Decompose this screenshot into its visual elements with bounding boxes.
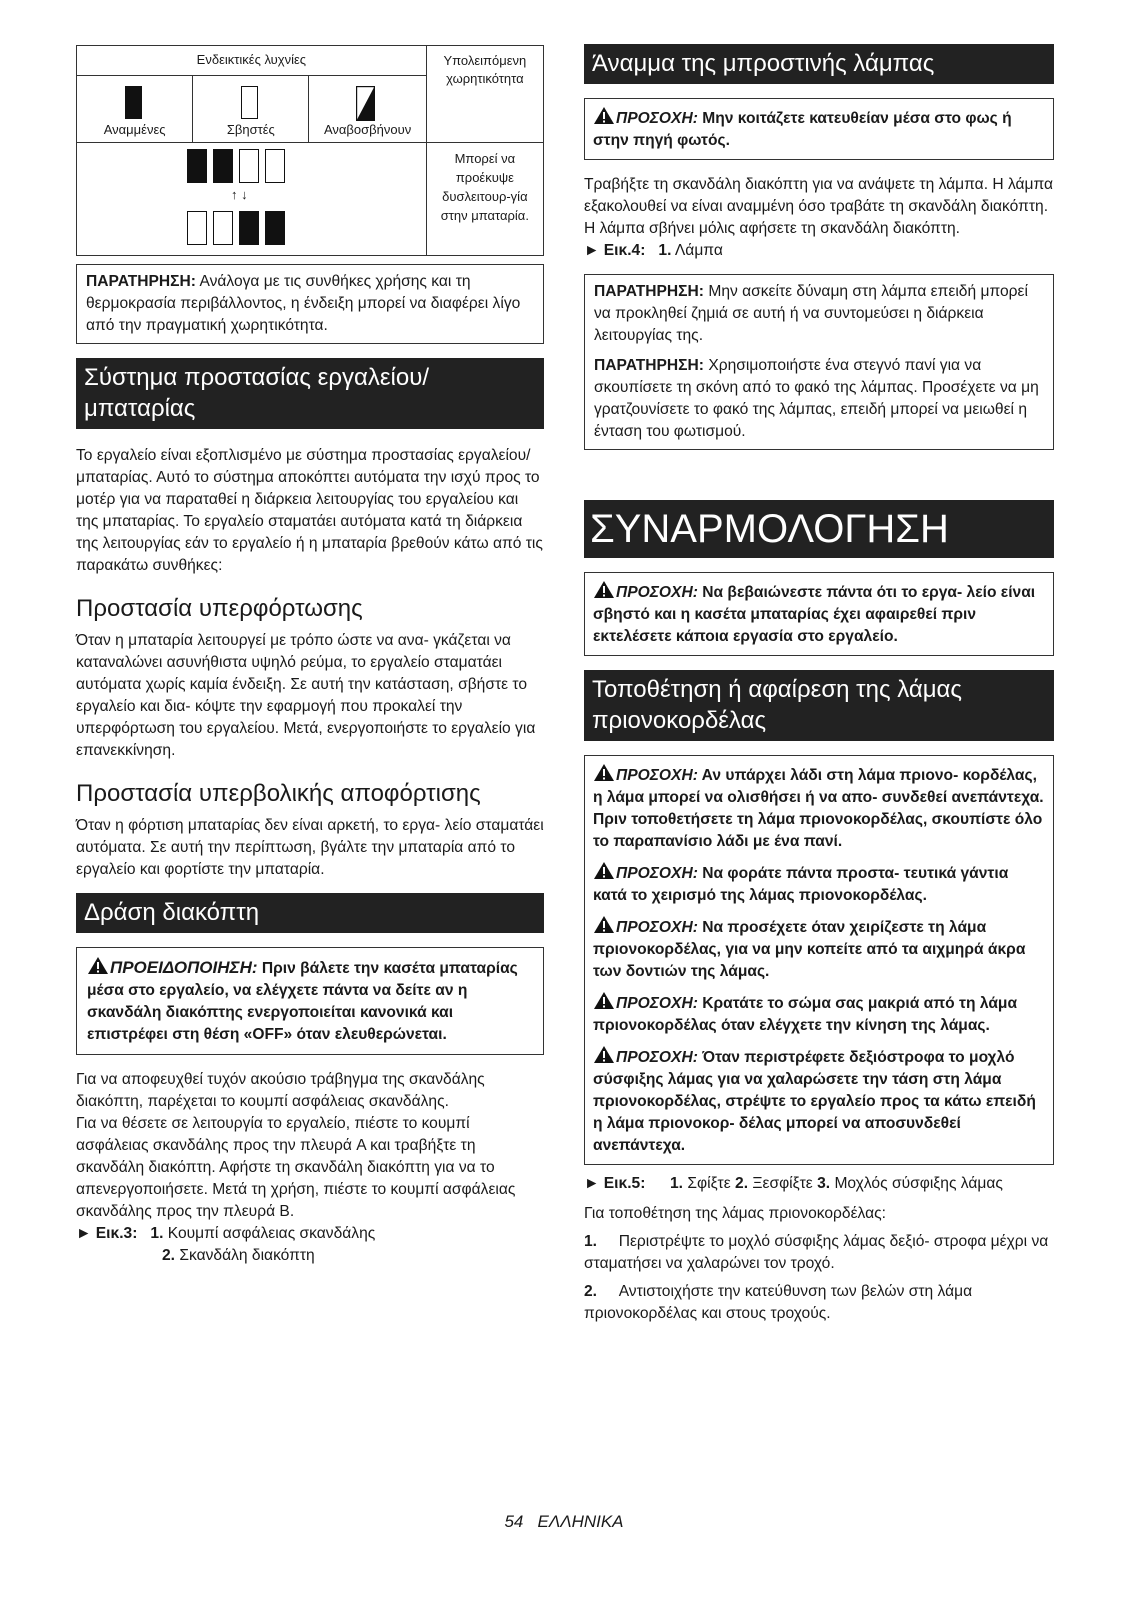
caution-label: ΠΡΟΣΟΧΗ: (616, 995, 698, 1012)
switch-body-2: Για να θέσετε σε λειτουργία το εργαλείο, πιέστε το κουμπί ασφάλειας σκανδάλης προς την πλευρά A και τραβήξτε τη σκανδάλη διακόπτη. Αφήστε τη σκανδάλη διακόπτη για να το απενεργοποιήσετε. Μετά τη χρήση, πιέστε το κουμπί ασφάλειας σκανδάλης προς την πλευρά B. (76, 1115, 516, 1220)
fig5-reference (584, 1173, 1054, 1195)
fig5-items (670, 1173, 1003, 1195)
left-column (76, 0, 544, 1267)
lit-indicator-icon (125, 86, 142, 119)
fig5-label: ► Εικ.5: (584, 1175, 646, 1192)
page-footer (0, 1512, 1128, 1532)
legend-lit (77, 76, 193, 143)
fig4-item1-number: 1. (658, 242, 672, 259)
fig5-item1-text: Σφίξτε (683, 1175, 731, 1192)
blade-caution-3-text: Να προσέχετε όταν χειρίζεστε τη λάμα πριονοκορδέλας, για να μην κοπείτε από τα αιχμηρά άκρα των δοντιών της λάμας. (593, 919, 1026, 980)
protection-body: Το εργαλείο είναι εξοπλισμένο με σύστημα προστασίας εργαλείου/μπαταρίας. Αυτό το σύστημα αποκόπτει αυτόματα την ισχύ προς το μοτέρ για να παραταθεί η διάρκεια λειτουργίας του εργαλείου και της μπαταρίας. Το εργαλείο σταματάει αυτόματα κατά τη διάρκεια της λειτουργίας εάν το εργαλείο ή η μπαταρία βρεθούν κάτω από τις παρακάτω συνθήκες: (76, 447, 543, 574)
alternating-arrows: ↑ ↓ (231, 187, 248, 202)
caution-label: ΠΡΟΣΟΧΗ: (616, 110, 698, 127)
lamp-caution-box (584, 98, 1054, 160)
warning-triangle-icon (593, 106, 615, 125)
fig5-item1-number: 1. (670, 1175, 684, 1192)
indicator-off-icon (239, 149, 259, 183)
lamp-note-1 (594, 281, 1044, 347)
blinking-indicator-icon (356, 86, 375, 121)
lamp-note-2 (594, 355, 1044, 443)
caution-label: ΠΡΟΣΟΧΗ: (616, 865, 698, 882)
indicator-lit-icon (213, 149, 233, 183)
page-number: 54 (504, 1512, 524, 1531)
lamp-body: Τραβήξτε τη σκανδάλη διακόπτη για να ανάψετε τη λάμπα. Η λάμπα εξακολουθεί να είναι αναμμένη όσο τραβάτε τη σκανδάλη διακόπτη. Η λάμπα σβήνει μόλις αφήσετε τη σκανδάλη διακόπτη. (584, 176, 1054, 237)
fig5-item3-number: 3. (817, 1175, 831, 1192)
blade-caution-5 (593, 1045, 1045, 1157)
warning-triangle-icon (593, 991, 615, 1010)
indicator-off-icon (265, 149, 285, 183)
fig3-reference (76, 1223, 544, 1245)
fig3-item1-text: Κουμπί ασφάλειας σκανδάλης (163, 1225, 376, 1242)
state-row-2 (184, 211, 288, 248)
overload-body: Όταν η μπαταρία λειτουργεί με τρόπο ώστε να ανα- γκάζεται να καταναλώνει ασυνήθιστα υψηλό ρεύμα, το εργαλείο σταματάει αυτόματα χωρίς καμία ένδειξη. Σε αυτή την κατάσταση, σβήστε το εργαλείο και δια- κόψτε την εφαρμογή που προκαλεί την υπερφόρτωση του εργαλείου. Μετά, ενεργοποιήστε το εργαλείο για επανεκκίνηση. (76, 632, 536, 759)
legend-off-label: Σβηστές (226, 122, 275, 137)
lamp-caution-text: Μην κοιτάζετε κατευθείαν μέσα στο φως ή στην πηγή φωτός. (593, 110, 1012, 149)
off-indicator-icon (241, 86, 258, 119)
warning-text: Πριν βάλετε την κασέτα μπαταρίας μέσα στο εργαλείο, να ελέγχετε πάντα να δείτε αν η σκανδάλη διακόπτης ενεργοποιείται κανονικά και επιστρέφει στη θέση «OFF» όταν ελευθερώνεται. (87, 960, 518, 1043)
step-1-number: 1. (584, 1233, 598, 1250)
blade-caution-1 (593, 763, 1045, 853)
legend-blinking-label: Αναβοσβήνουν (323, 122, 412, 137)
assembly-caution-text: Να βεβαιώνεστε πάντα ότι το εργα- λείο είναι σβηστό και η κασέτα μπαταρίας έχει αφαιρεθεί πριν εκτελέσετε κάποια εργασία στο εργαλείο. (593, 584, 1036, 645)
indicator-states (77, 143, 427, 256)
indicator-lit-icon (187, 149, 207, 183)
table-header-capacity: Υπολειπόμενη χωρητικότητα (426, 46, 543, 143)
indicator-table (76, 45, 544, 256)
install-intro: Για τοποθέτηση της λάμας πριονοκορδέλας: (584, 1205, 886, 1222)
fig3-label: ► Εικ.3: (76, 1225, 138, 1242)
note-label: ΠΑΡΑΤΗΡΗΣΗ: (86, 273, 196, 290)
fig5-item2-number: 2. (735, 1175, 749, 1192)
capacity-text: Μπορεί να προέκυψε δυσλειτουρ-γία στην μπαταρία. (426, 143, 543, 256)
note-label: ΠΑΡΑΤΗΡΗΣΗ: (594, 357, 704, 374)
legend-off (193, 76, 309, 143)
warning-triangle-icon (593, 915, 615, 934)
fig4-label: ► Εικ.4: (584, 242, 646, 259)
blade-caution-4-text: Κρατάτε το σώμα σας μακριά από τη λάμα πριονοκορδέλας όταν ελέγχετε την κίνηση της λάμας. (593, 995, 1018, 1034)
assembly-title: ΣΥΝΑΡΜΟΛΟΓΗΣΗ (584, 500, 1054, 558)
indicator-off-icon (187, 211, 207, 245)
indicator-lit-icon (239, 211, 259, 245)
warning-triangle-icon (87, 956, 109, 975)
indicator-off-icon (213, 211, 233, 245)
install-step-2 (584, 1281, 1054, 1325)
warning-box (76, 947, 544, 1055)
switch-body-1: Για να αποφευχθεί τυχόν ακούσιο τράβηγμα της σκανδάλης διακόπτη, παρέχεται το κουμπί ασφάλειας σκανδάλης. (76, 1071, 485, 1110)
lamp-note-2-text: Χρησιμοποιήστε ένα στεγνό πανί για να σκουπίσετε τη σκόνη από το φακό της λάμπας. Προσέχετε να μη γρατζουνίσετε το φακό της λάμπας, επειδή μπορεί να μειωθεί η ένταση του φωτισμού. (594, 357, 1039, 440)
warning-triangle-icon (593, 861, 615, 880)
indicator-lit-icon (265, 211, 285, 245)
section-title-switch: Δράση διακόπτη (76, 893, 544, 933)
caution-label: ΠΡΟΣΟΧΗ: (616, 919, 698, 936)
blade-cautions-box (584, 755, 1054, 1165)
section-title-lamp: Άναμμα της μπροστινής λάμπας (584, 44, 1054, 84)
right-column (584, 0, 1054, 1325)
fig3-item2-number: 2. (162, 1247, 176, 1264)
legend-blinking (309, 76, 426, 143)
step-2-number: 2. (584, 1283, 598, 1300)
lamp-note-1-text: Μην ασκείτε δύναμη στη λάμπα επειδή μπορεί να προκληθεί ζημιά σε αυτή ή να συντομεύσει η διάρκεια λειτουργίας της. (594, 283, 1028, 344)
step-2-text: Αντιστοιχήστε την κατεύθυνση των βελών στη λάμα πριονοκορδέλας και στους τροχούς. (584, 1283, 973, 1322)
fig3-reference-line2 (76, 1245, 544, 1267)
warning-triangle-icon (593, 763, 615, 782)
fig3-item2-text: Σκανδάλη διακόπτη (175, 1247, 315, 1264)
table-header-lamps: Ενδεικτικές λυχνίες (77, 46, 427, 76)
fig5-item2-text: Ξεσφίξτε (748, 1175, 813, 1192)
overdischarge-body: Όταν η φόρτιση μπαταρίας δεν είναι αρκετή, το εργα- λείο σταματάει αυτόματα. Σε αυτή την περίπτωση, βγάλτε την μπαταρία από το εργαλείο και φορτίστε την μπαταρία. (76, 817, 544, 878)
blade-caution-2 (593, 861, 1045, 907)
install-step-1 (584, 1231, 1054, 1275)
note-label: ΠΑΡΑΤΗΡΗΣΗ: (594, 283, 704, 300)
footer-language: ΕΛΛΗΝΙΚΑ (537, 1512, 624, 1531)
legend-lit-label: Αναμμένες (103, 122, 166, 137)
fig4-reference (584, 240, 1054, 262)
caution-label: ΠΡΟΣΟΧΗ: (616, 584, 698, 601)
subsection-title-overload: Προστασία υπερφόρτωσης (76, 595, 363, 622)
note-text: Ανάλογα με τις συνθήκες χρήσης και τη θερμοκρασία περιβάλλοντος, η ένδειξη μπορεί να διαφέρει λίγο από την πραγματική χωρητικότητα. (86, 273, 521, 334)
warning-triangle-icon (593, 580, 615, 599)
fig5-item3-text: Μοχλός σύσφιξης λάμας (830, 1175, 1003, 1192)
state-row-1 (184, 149, 288, 186)
step-1-text: Περιστρέψτε το μοχλό σύσφιξης λάμας δεξιό- στροφα μέχρι να σταματήσει να χαλαρώνει τον τροχό. (584, 1233, 1049, 1272)
lamp-notes-box (584, 274, 1054, 450)
blade-caution-2-text: Να φοράτε πάντα προστα- τευτικά γάντια κατά το χειρισμό της λάμας πριονοκορδέλας. (593, 865, 1009, 904)
section-title-blade: Τοποθέτηση ή αφαίρεση της λάμας πριονοκορδέλας (584, 670, 1054, 741)
blade-caution-5-text: Όταν περιστρέφετε δεξιόστροφα το μοχλό σύσφιξης λάμας για να χαλαρώσετε την τάση στη λάμα πριονοκορδέλας, στρέψτε το εργαλείο προς τα κάτω επειδή η λάμα πριονοκορ- δέλας μπορεί να αποσυνδεθεί ανεπάντεχα. (593, 1049, 1036, 1154)
warning-triangle-icon (593, 1045, 615, 1064)
warning-label: ΠΡΟΕΙΔΟΠΟΙΗΣΗ: (110, 958, 258, 977)
fig3-item1-number: 1. (150, 1225, 164, 1242)
blade-caution-3 (593, 915, 1045, 983)
caution-label: ΠΡΟΣΟΧΗ: (616, 1049, 698, 1066)
fig4-item1-text: Λάμπα (671, 242, 723, 259)
caution-label: ΠΡΟΣΟΧΗ: (616, 767, 698, 784)
note-capacity (76, 264, 544, 344)
blade-caution-4 (593, 991, 1045, 1037)
assembly-caution-box (584, 572, 1054, 656)
section-title-protection: Σύστημα προστασίας εργαλείου/ μπαταρίας (76, 358, 544, 429)
subsection-title-overdischarge: Προστασία υπερβολικής αποφόρτισης (76, 780, 481, 807)
blade-caution-1-text: Αν υπάρχει λάδι στη λάμα πριονο- κορδέλας, η λάμα μπορεί να ολισθήσει ή να απο- συνδεθεί ανεπάντεχα. Πριν τοποθετήσετε τη λάμα πριονοκορδέλας, σκουπίστε όλο το παραπανίσιο λάδι με ένα πανί. (593, 767, 1044, 850)
